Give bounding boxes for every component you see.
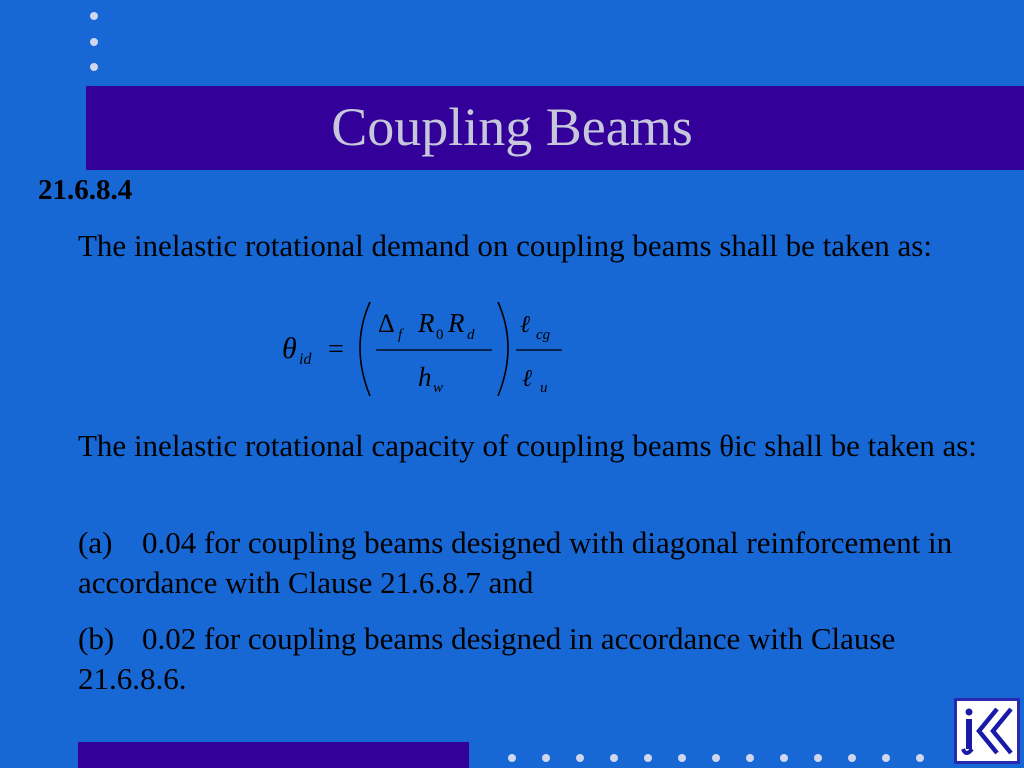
item-label: (b) xyxy=(78,621,115,656)
item-label: (a) xyxy=(78,525,113,560)
decor-dot xyxy=(90,12,98,20)
left-paren-icon xyxy=(360,302,370,396)
theta-symbol: θ xyxy=(282,332,297,365)
r0-symbol: R xyxy=(418,308,435,338)
lu-symbol: ℓ xyxy=(522,366,532,392)
decor-dot xyxy=(576,754,584,762)
jk-logo-graphic xyxy=(957,701,1017,761)
hw-subscript: w xyxy=(433,380,444,396)
slide-title: Coupling Beams xyxy=(331,97,693,157)
list-item xyxy=(78,523,988,603)
demand-paragraph: The inelastic rotational demand on coupling beams shall be taken as: xyxy=(78,228,932,263)
decor-dot xyxy=(916,754,924,762)
lcg-subscript: cg xyxy=(536,327,551,343)
jk-logo-icon xyxy=(954,698,1020,764)
decor-dot xyxy=(542,754,550,762)
decor-dot xyxy=(746,754,754,762)
decor-dot xyxy=(90,63,98,71)
decor-dot xyxy=(508,754,516,762)
decor-dot xyxy=(90,38,98,46)
lcg-symbol: ℓ xyxy=(520,312,530,338)
delta-subscript: f xyxy=(398,327,403,343)
decor-dot xyxy=(882,754,890,762)
bottom-band xyxy=(78,742,469,768)
r0-subscript: 0 xyxy=(436,327,444,343)
item-text: 0.02 for coupling beams designed in accordance with Clause 21.6.8.6. xyxy=(78,621,896,696)
decor-dot xyxy=(712,754,720,762)
rd-symbol: R xyxy=(448,308,465,338)
lu-subscript: u xyxy=(540,380,548,396)
decor-dot xyxy=(644,754,652,762)
item-text: 0.04 for coupling beams designed with diagonal reinforcement in accordance with Clause 21.6.8.7 and xyxy=(78,525,953,600)
decor-dot xyxy=(610,754,618,762)
decor-dot xyxy=(814,754,822,762)
list-item xyxy=(78,619,988,699)
decor-dot xyxy=(848,754,856,762)
hw-symbol: h xyxy=(418,362,432,392)
clause-number: 21.6.8.4 xyxy=(38,174,133,206)
right-paren-icon xyxy=(498,302,508,396)
delta-symbol: Δ xyxy=(378,309,395,338)
decor-dot xyxy=(678,754,686,762)
theta-subscript: id xyxy=(299,351,312,368)
decor-dot xyxy=(780,754,788,762)
demand-formula xyxy=(278,292,578,404)
equals-sign: = xyxy=(328,334,344,365)
capacity-paragraph: The inelastic rotational capacity of coupling beams θic shall be taken as: xyxy=(78,428,977,463)
rd-subscript: d xyxy=(467,327,475,343)
